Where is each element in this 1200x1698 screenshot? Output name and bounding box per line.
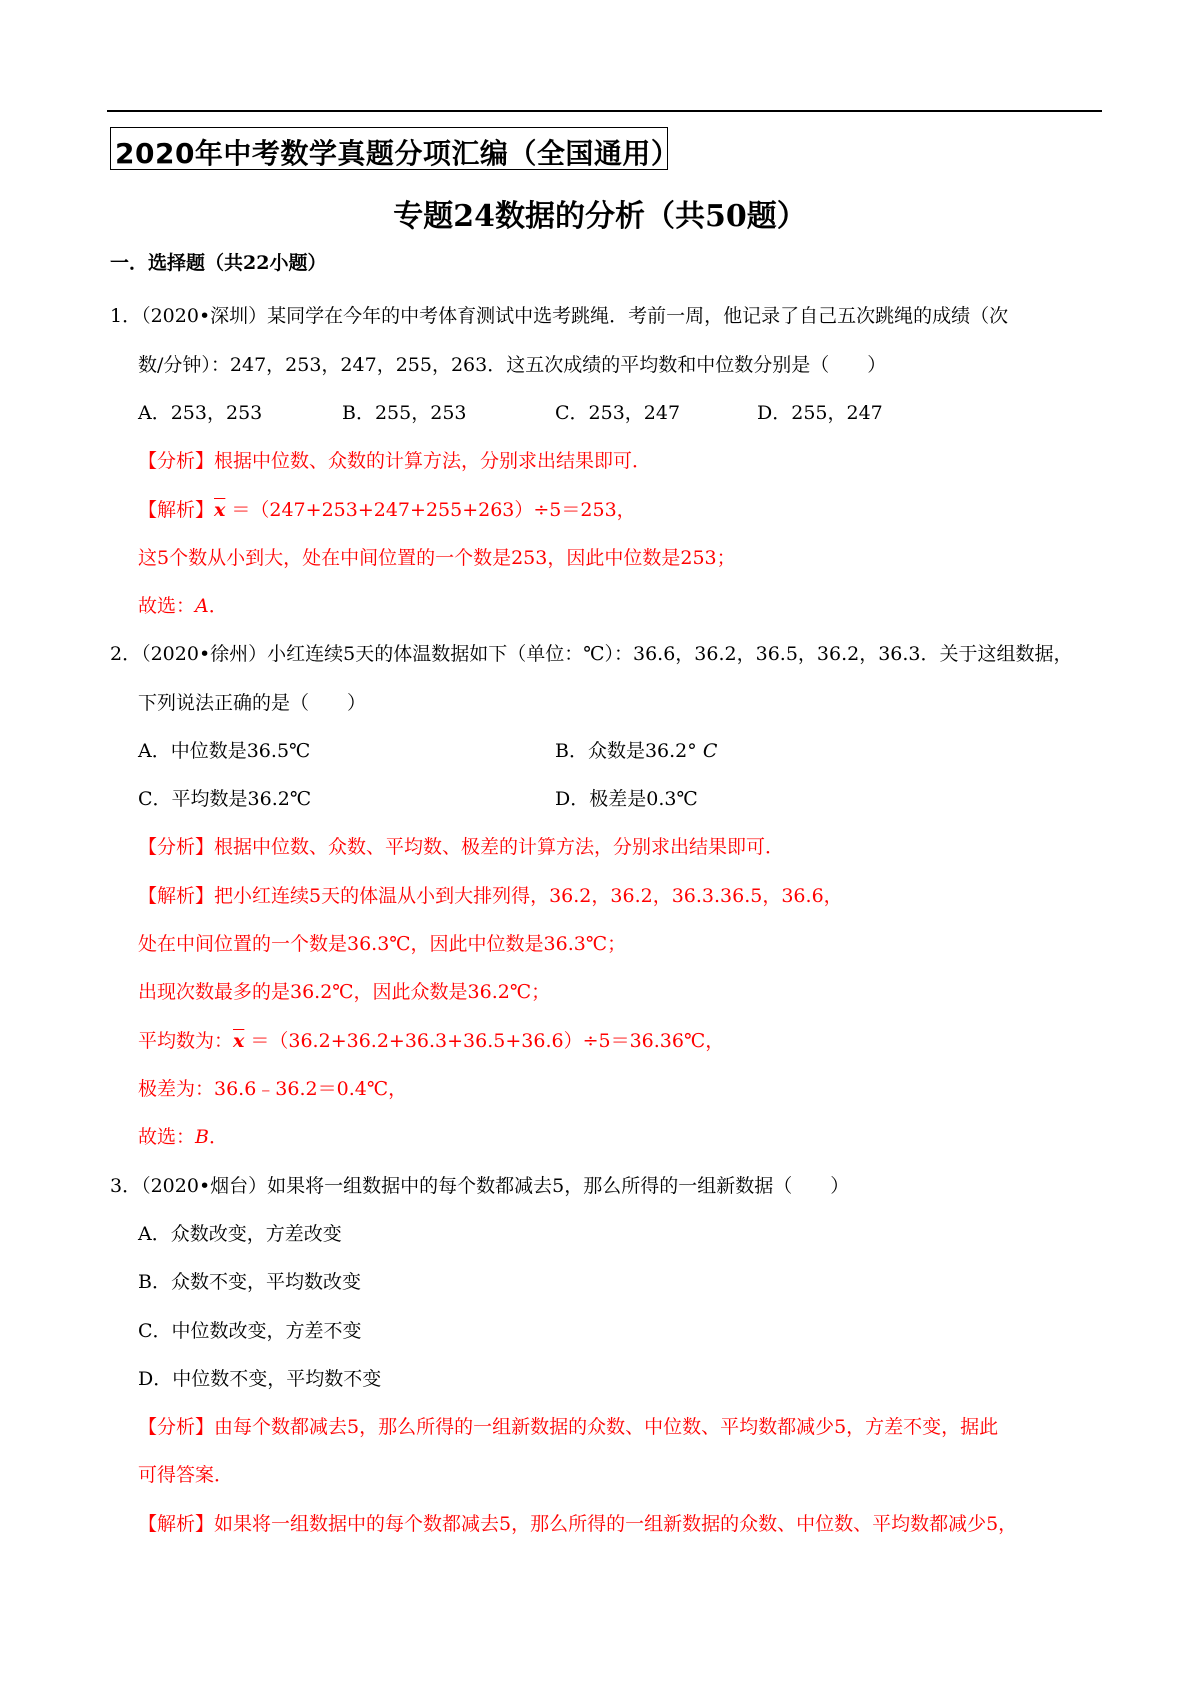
q3-option-d: D．中位数不变，平均数不变 bbox=[138, 1368, 382, 1390]
q2-option-b bbox=[555, 738, 717, 764]
q1-option-b: B．255，253 bbox=[342, 402, 467, 424]
q3-analysis-line-1: 【分析】由每个数都减去5，那么所得的一组新数据的众数、中位数、平均数都减少5，方差不变，据此 bbox=[138, 1416, 999, 1438]
q1-option-a: A．253，253 bbox=[138, 402, 263, 424]
q1-stem-line-1: 1．（2020•深圳）某同学在今年的中考体育测试中选考跳绳．考前一周，他记录了自己五次跳绳的成绩（次 bbox=[110, 305, 1009, 327]
q2-option-b-unit: C bbox=[702, 740, 718, 762]
q2-mean-symbol: $\overline{x}$ bbox=[233, 1030, 245, 1052]
header-rule bbox=[107, 110, 1102, 112]
q1-answer bbox=[138, 593, 228, 619]
q3-solution-line-1: 【解析】如果将一组数据中的每个数都减去5，那么所得的一组新数据的众数、中位数、平均数都减少5， bbox=[138, 1513, 1018, 1535]
q1-answer-prefix: 故选： bbox=[138, 595, 196, 617]
header-banner bbox=[110, 127, 680, 170]
q1-option-c: C．253，247 bbox=[555, 402, 681, 424]
q2-answer bbox=[138, 1124, 228, 1150]
q2-stem-line-2: 下列说法正确的是（ ） bbox=[138, 692, 367, 714]
q2-solution-line-2: 处在中间位置的一个数是36.3℃，因此中位数是36.3℃； bbox=[138, 933, 627, 955]
q1-option-d: D．255，247 bbox=[757, 402, 883, 424]
q1-answer-letter: A bbox=[195, 595, 209, 617]
q3-stem-line-1: 3．（2020•烟台）如果将一组数据中的每个数都减去5，那么所得的一组新数据（ ） bbox=[110, 1175, 850, 1197]
q2-option-a: A．中位数是36.5℃ bbox=[138, 740, 311, 762]
q2-mean-prefix: 平均数为： bbox=[138, 1030, 234, 1052]
q2-solution-line-1: 【解析】把小红连续5天的体温从小到大排列得，36.2，36.2，36.3.36.5，36.6， bbox=[138, 885, 843, 907]
q2-option-d: D．极差是0.3℃ bbox=[555, 788, 698, 810]
q2-solution-line-5: 极差为：36.6﹣36.2＝0.4℃， bbox=[138, 1078, 408, 1100]
q2-mean-formula: ＝（36.2+36.2+36.3+36.5+36.6）÷5＝36.36℃， bbox=[244, 1030, 725, 1052]
q1-solution bbox=[138, 497, 636, 523]
q3-option-c: C．中位数改变，方差不变 bbox=[138, 1320, 362, 1342]
q2-analysis: 【分析】根据中位数、众数、平均数、极差的计算方法，分别求出结果即可． bbox=[138, 836, 785, 858]
q1-solution-prefix: 【解析】 bbox=[138, 499, 215, 521]
q2-solution-line-4 bbox=[138, 1028, 724, 1054]
q1-analysis: 【分析】根据中位数、众数的计算方法，分别求出结果即可． bbox=[138, 450, 652, 472]
q2-solution-line-3: 出现次数最多的是36.2℃，因此众数是36.2℃； bbox=[138, 981, 551, 1003]
q2-answer-letter: B bbox=[195, 1126, 209, 1148]
q1-mean-symbol: $\overline{x}$ bbox=[214, 499, 226, 521]
q3-analysis-line-2: 可得答案． bbox=[138, 1464, 234, 1486]
q2-option-b-text: B．众数是36.2° bbox=[555, 740, 697, 762]
q2-answer-prefix: 故选： bbox=[138, 1126, 196, 1148]
banner-text: 2020年中考数学真题分项汇编（全国通用） bbox=[115, 137, 680, 170]
q1-stem-line-2: 数/分钟）：247，253，247，255，263．这五次成绩的平均数和中位数分别是（ ） bbox=[138, 354, 887, 376]
section-heading: 一．选择题（共22小题） bbox=[110, 252, 327, 274]
page-title: 专题24数据的分析（共50题） bbox=[393, 199, 807, 234]
q1-answer-suffix: ． bbox=[208, 595, 228, 617]
q2-answer-suffix: ． bbox=[208, 1126, 228, 1148]
q2-option-c: C．平均数是36.2℃ bbox=[138, 788, 312, 810]
q3-option-a: A．众数改变，方差改变 bbox=[138, 1223, 342, 1245]
q1-solution-formula: ＝（247+253+247+255+263）÷5＝253， bbox=[225, 499, 636, 521]
q3-option-b: B．众数不变，平均数改变 bbox=[138, 1271, 361, 1293]
q2-stem-line-1: 2．（2020•徐州）小红连续5天的体温数据如下（单位：℃）：36.6，36.2，36.5，36.2，36.3．关于这组数据， bbox=[110, 643, 1073, 665]
q1-solution-line-2: 这5个数从小到大，处在中间位置的一个数是253，因此中位数是253； bbox=[138, 547, 736, 569]
